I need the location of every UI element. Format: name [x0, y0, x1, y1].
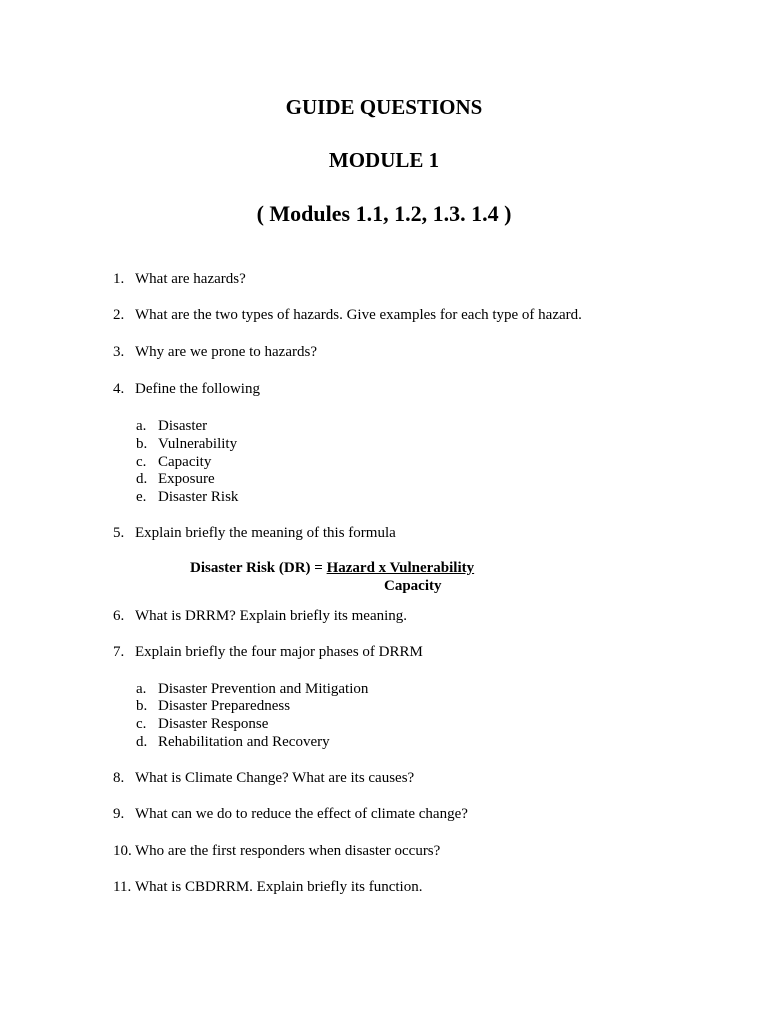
- item-text: Disaster: [158, 418, 208, 434]
- list-item: [136, 697, 290, 715]
- question-number: 2.: [113, 307, 125, 323]
- question-7: [113, 643, 423, 661]
- formula-lhs: Disaster Risk (DR) =: [190, 560, 327, 576]
- question-text: What are hazards?: [135, 271, 246, 287]
- list-item: [136, 733, 330, 751]
- question-number: 3.: [113, 344, 125, 360]
- question-11: [113, 878, 422, 896]
- item-text: Disaster Risk: [158, 489, 239, 505]
- question-4: [113, 380, 260, 398]
- question-text: What is Climate Change? What are its causes?: [135, 770, 415, 786]
- module-heading: MODULE 1: [328, 148, 440, 172]
- list-item: [136, 488, 238, 506]
- question-1: [113, 270, 246, 288]
- item-letter: a.: [136, 418, 147, 434]
- item-text: Disaster Preparedness: [158, 698, 291, 714]
- formula-numerator: Hazard x Vulnerability: [326, 560, 475, 576]
- list-item: [136, 680, 368, 698]
- question-2: [113, 306, 582, 324]
- risk-formula: [190, 560, 474, 577]
- question-9: [113, 805, 468, 823]
- question-text: Explain briefly the four major phases of DRRM: [135, 644, 423, 660]
- item-text: Vulnerability: [158, 436, 238, 452]
- question-text: Define the following: [135, 381, 260, 397]
- item-letter: a.: [136, 681, 147, 697]
- item-letter: b.: [136, 698, 148, 714]
- item-letter: e.: [136, 489, 147, 505]
- item-text: Exposure: [158, 471, 215, 487]
- question-3: [113, 343, 317, 361]
- item-letter: c.: [136, 454, 147, 470]
- item-text: Disaster Response: [158, 716, 269, 732]
- item-letter: d.: [136, 734, 148, 750]
- item-letter: d.: [136, 471, 148, 487]
- item-letter: c.: [136, 716, 147, 732]
- question-text: Explain briefly the meaning of this formula: [135, 525, 396, 541]
- list-item: [136, 435, 237, 453]
- question-number: 11.: [113, 879, 132, 895]
- item-text: Capacity: [158, 454, 212, 470]
- question-text: What can we do to reduce the effect of climate change?: [135, 806, 468, 822]
- question-number: 6.: [113, 608, 125, 624]
- question-10: [113, 842, 440, 860]
- question-text: What is DRRM? Explain briefly its meaning.: [135, 608, 408, 624]
- question-number: 7.: [113, 644, 125, 660]
- question-number: 9.: [113, 806, 125, 822]
- list-item: [136, 417, 207, 435]
- document-title: GUIDE QUESTIONS: [285, 95, 483, 119]
- question-5: [113, 524, 396, 542]
- question-number: 4.: [113, 381, 125, 397]
- item-text: Rehabilitation and Recovery: [158, 734, 330, 750]
- question-text: What is CBDRRM. Explain briefly its function.: [135, 879, 423, 895]
- question-text: Who are the first responders when disaster occurs?: [135, 843, 441, 859]
- formula-denominator: Capacity: [384, 578, 442, 594]
- list-item: [136, 715, 268, 733]
- question-number: 10.: [113, 843, 132, 859]
- question-text: What are the two types of hazards. Give examples for each type of hazard.: [135, 307, 582, 323]
- question-8: [113, 769, 414, 787]
- item-text: Disaster Prevention and Mitigation: [158, 681, 369, 697]
- question-number: 5.: [113, 525, 125, 541]
- question-text: Why are we prone to hazards?: [135, 344, 317, 360]
- question-6: [113, 607, 407, 625]
- question-number: 8.: [113, 770, 125, 786]
- question-number: 1.: [113, 271, 125, 287]
- list-item: [136, 453, 211, 471]
- list-item: [136, 470, 215, 488]
- item-letter: b.: [136, 436, 148, 452]
- modules-subheading: ( Modules 1.1, 1.2, 1.3. 1.4 ): [256, 201, 512, 226]
